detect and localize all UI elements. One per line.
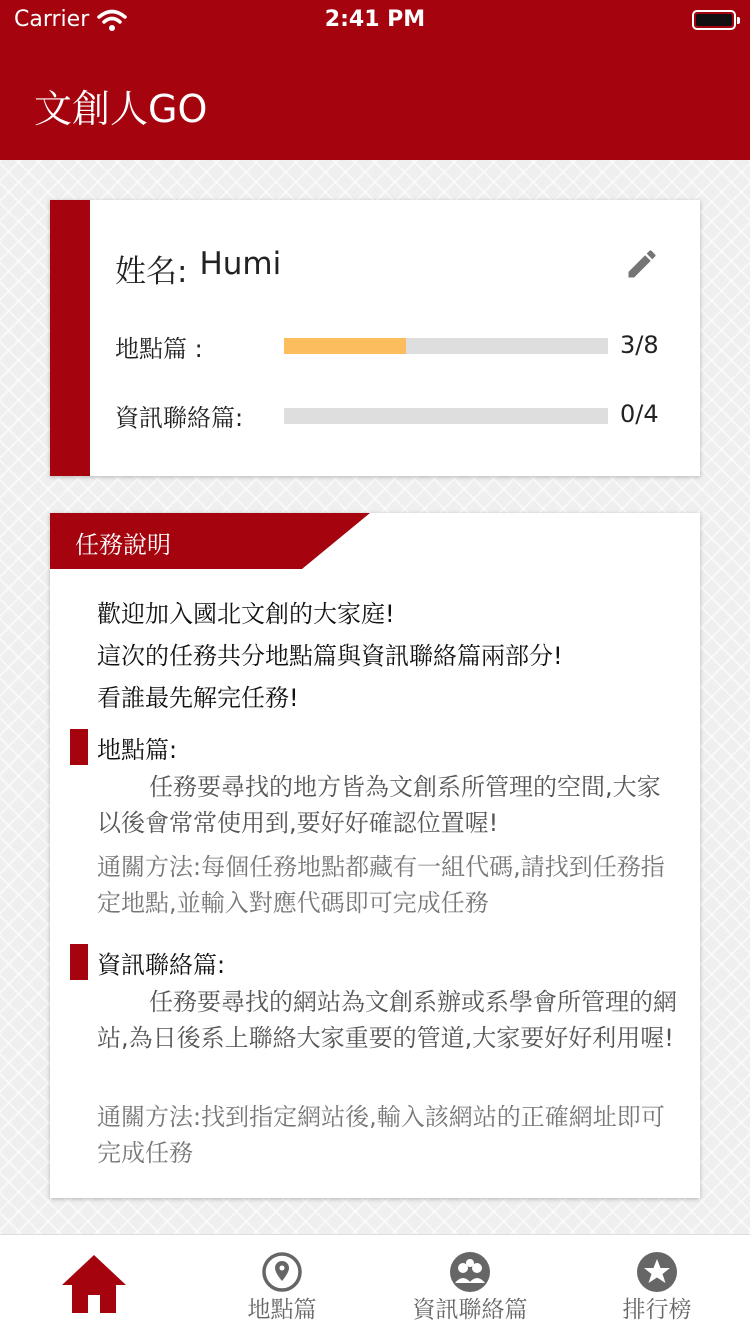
progress-fill <box>284 338 406 354</box>
tab-leaderboard[interactable] <box>564 1235 750 1334</box>
status-time: 2:41 PM <box>324 7 426 32</box>
star-icon <box>636 1251 678 1293</box>
battery-icon <box>692 10 736 30</box>
user-name: Humi <box>199 246 282 282</box>
section-marker <box>70 729 88 765</box>
tab-label: 排行榜 <box>622 1297 692 1323</box>
section-method: 通關方法:每個任務地點都藏有一組代碼,請找到任務指定地點,並輸入對應代碼即可完成任務 <box>97 853 665 917</box>
section-title: 資訊聯絡篇: <box>97 950 226 979</box>
progress-count-location: 3/8 <box>620 331 659 359</box>
name-label: 姓名: <box>115 254 188 290</box>
group-icon <box>449 1251 491 1293</box>
section-description: 任務要尋找的網站為文創系辦或系學會所管理的網站,為日後系上聯絡大家重要的管道,大家要好好利用喔! <box>97 988 677 1052</box>
bottom-tab-bar <box>0 1234 750 1334</box>
section-description: 任務要尋找的地方皆為文創系所管理的空間,大家以後會常常使用到,要好好確認位置喔! <box>97 773 661 837</box>
mission-title: 任務說明 <box>75 531 171 559</box>
location-pin-icon <box>261 1251 303 1293</box>
mission-intro <box>97 593 563 719</box>
tab-label: 地點篇 <box>247 1297 317 1323</box>
status-bar <box>0 0 750 40</box>
tab-label: 資訊聯絡篇 <box>412 1297 528 1323</box>
section-heading-location <box>70 729 177 765</box>
section-title: 地點篇: <box>97 735 178 764</box>
app-header <box>0 0 750 160</box>
progress-bar-location <box>284 338 608 354</box>
intro-line: 歡迎加入國北文創的大家庭! <box>97 600 395 628</box>
tab-home[interactable] <box>0 1235 188 1334</box>
section-marker <box>70 944 88 980</box>
profile-card <box>50 200 700 476</box>
page-title: 文創人GO <box>34 87 208 131</box>
carrier-name: Carrier <box>14 7 90 32</box>
card-accent-bar <box>50 200 90 476</box>
name-row <box>115 246 281 291</box>
edit-pencil-icon[interactable] <box>624 246 660 282</box>
intro-line: 這次的任務共分地點篇與資訊聯絡篇兩部分! <box>97 642 563 670</box>
progress-count-info: 0/4 <box>620 400 659 428</box>
tab-location[interactable] <box>188 1235 376 1334</box>
section-heading-info <box>70 944 225 980</box>
section-method: 通關方法:找到指定網站後,輸入該網站的正確網址即可完成任務 <box>97 1103 665 1167</box>
mission-card <box>50 513 700 1198</box>
progress-label: 資訊聯絡篇: <box>115 403 244 432</box>
progress-row-location <box>115 331 283 361</box>
progress-bar-info <box>284 408 608 424</box>
home-icon <box>60 1253 128 1315</box>
progress-row-info <box>115 400 283 430</box>
tab-info-contact[interactable] <box>376 1235 564 1334</box>
progress-label: 地點篇 : <box>115 334 203 363</box>
intro-line: 看誰最先解完任務! <box>97 684 299 712</box>
